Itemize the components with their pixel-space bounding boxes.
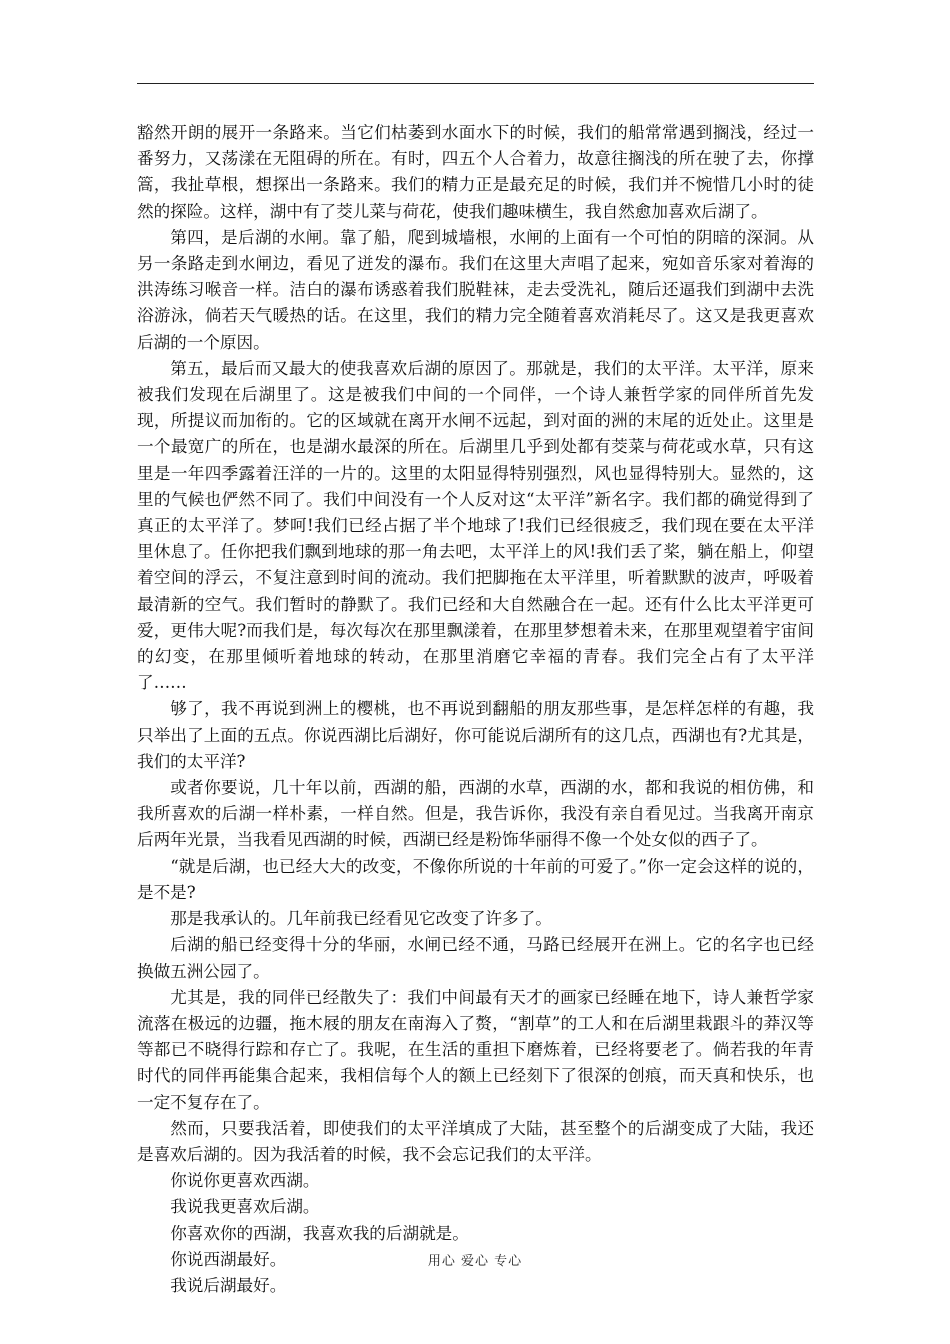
paragraph: 尤其是，我的同伴已经散失了：我们中间最有天才的画家已经睡在地下，诗人兼哲学家流落在极远的边疆，拖木屐的朋友在南海入了赘，“割草”的工人和在后湖里栽跟斗的莽汉等等都已不晓得行踪和存亡了。我呢，在生活的重担下磨炼着，已经将要老了。倘若我的年青时代的同伴再能集合起来，我相信每个人的额上已经刻下了很深的创痕，而天真和快乐，也一定不复存在了。: [137, 987, 814, 1112]
document-body: [137, 120, 814, 1299]
dialog-line: 我说我更喜欢后湖。: [170, 1197, 320, 1217]
dialog-line: 你喜欢你的西湖，我喜欢我的后湖就是。: [170, 1223, 469, 1243]
paragraph: 那是我承认的。几年前我已经看见它改变了许多了。: [170, 909, 552, 929]
paragraph: 然而，只要我活着，即使我们的太平洋填成了大陆，甚至整个的后湖变成了大陆，我还是喜欢后湖的。因为我活着的时候，我不会忘记我们的太平洋。: [137, 1118, 814, 1164]
paragraph: 或者你要说，几十年以前，西湖的船，西湖的水草，西湖的水，都和我说的相仿佛，和我所喜欢的后湖一样朴素，一样自然。但是，我告诉你，我没有亲自看见过。当我离开南京后两年光景，当我看见西湖的时候，西湖已经是粉饰华丽得不像一个处女似的西子了。: [137, 778, 814, 850]
dialog-line: 我说后湖最好。: [170, 1275, 287, 1295]
dialog-line: 你说西湖最好。: [170, 1249, 287, 1269]
paragraph-continuation: 豁然开朗的展开一条路来。当它们枯萎到水面水下的时候，我们的船常常遇到搁浅，经过一番努力，又荡漾在无阻碍的所在。有时，四五个人合着力，故意往搁浅的所在驶了去，你撑篙，我扯草根，想探出一条路来。我们的精力正是最充足的时候，我们并不惋惜几小时的徒然的探险。这样，湖中有了茭儿菜与荷花，使我们趣味横生，我自然愈加喜欢后湖了。: [137, 123, 814, 221]
paragraph: 第四，是后湖的水闸。靠了船，爬到城墙根，水闸的上面有一个可怕的阴暗的深洞。从另一条路走到水闸边，看见了迸发的瀑布。我们在这里大声唱了起来，宛如音乐家对着海的洪涛练习喉音一样。洁白的瀑布诱惑着我们脱鞋袜，走去受洗礼，随后还逼我们到湖中去洗浴游泳，倘若天气暖热的话。在这里，我们的精力完全随着喜欢消耗尽了。这又是我更喜欢后湖的一个原因。: [137, 227, 814, 352]
paragraph: “就是后湖，也已经大大的改变，不像你所说的十年前的可爱了。”你一定会这样的说的，是不是?: [137, 856, 814, 902]
dialog-line: 你说你更喜欢西湖。: [170, 1171, 320, 1191]
header-rule: [137, 83, 814, 84]
paragraph: 第五，最后而又最大的使我喜欢后湖的原因了。那就是，我们的太平洋。太平洋，原来被我们发现在后湖里了。这是被我们中间的一个同伴，一个诗人兼哲学家的同伴所首先发现，所提议而加衔的。它的区域就在离开水闸不远起，到对面的洲的末尾的近处止。这里是一个最宽广的所在，也是湖水最深的所在。后湖里几乎到处都有茭菜与荷花或水草，只有这里是一年四季露着汪洋的一片的。这里的太阳显得特别强烈，风也显得特别大。显然的，这里的气候也俨然不同了。我们中间没有一个人反对这“太平洋”新名字。我们都的确觉得到了真正的太平洋了。梦呵!我们已经占据了半个地球了!我们已经很疲乏，我们现在要在太平洋里休息了。任你把我们飘到地球的那一角去吧，太平洋上的风!我们丢了桨，躺在船上，仰望着空间的浮云，不复注意到时间的流动。我们把脚拖在太平洋里，听着默默的波声，呼吸着最清新的空气。我们暂时的静默了。我们已经和大自然融合在一起。还有什么比太平洋更可爱，更伟大呢?而我们是，每次每次在那里飘漾着，在那里梦想着未来，在那里观望着宇宙间的幻变，在那里倾听着地球的转动，在那里消磨它幸福的青春。我们完全占有了太平洋了……: [137, 358, 814, 693]
paragraph: 够了，我不再说到洲上的樱桃，也不再说到翻船的朋友那些事，是怎样怎样的有趣，我只举出了上面的五点。你说西湖比后湖好，你可能说后湖所有的这几点，西湖也有?尤其是，我们的太平洋?: [137, 699, 814, 771]
paragraph: 后湖的船已经变得十分的华丽，水闸已经不通，马路已经展开在洲上。它的名字也已经换做五洲公园了。: [137, 935, 814, 981]
page-footer: 用心 爱心 专心: [427, 1254, 523, 1269]
